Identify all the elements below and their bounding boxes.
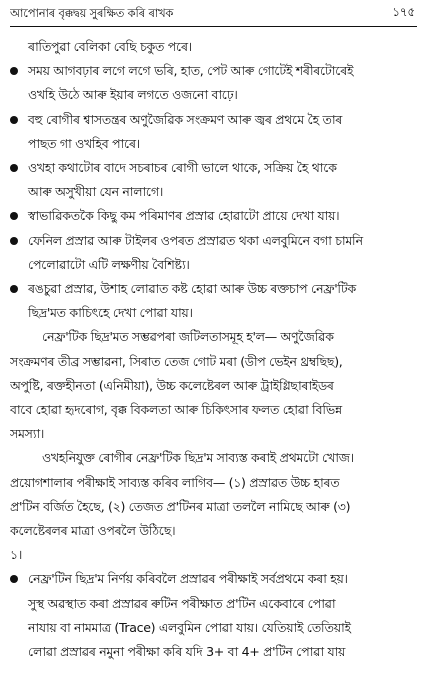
- text-line: ৰঙচুৱা প্ৰস্ৰাৱ, উশাহ লোৱাত কষ্ট হোৱা আৰু উচ্চ ৰক্তচাপ নেফ্ৰ'টিক: [28, 281, 356, 297]
- text-line: সমস্যা।: [10, 426, 45, 442]
- text-line: বহু ৰোগীৰ শ্বাসতন্ত্ৰৰ অণুজৈৱিক সংক্ৰমণ আৰু জ্বৰ প্ৰথমে হৈ তাৰ: [28, 111, 342, 127]
- text-line: কলেষ্টেৰলৰ মাত্ৰা ওপৰলৈ উঠিছে।: [10, 523, 176, 539]
- text-line: প্ৰ'টিন বৰ্জিত হৈছে, (২) তেজত প্ৰ'টিনৰ মাত্ৰা তললৈ নামিছে আৰু (৩): [10, 498, 351, 514]
- text-line: সংক্ৰমণৰ তীব্ৰ সম্ভাৱনা, সিৰাত তেজ গোট মৰা (ডীপ ভেইন থ্ৰম্বছিছ),: [10, 353, 343, 369]
- body-text: [10, 35, 417, 664]
- bullet-icon: [10, 285, 18, 293]
- text-line: পাছত গা ওখহিব পাৰে।: [28, 135, 140, 151]
- text-line: পেলোৱাটো এটি লক্ষণীয় বৈশিষ্ট্য।: [28, 256, 190, 272]
- text-line: ওখহা কথাটোৰ বাদে সচৰাচৰ ৰোগী ভালে থাকে, সক্ৰিয় হৈ থাকে: [28, 160, 337, 176]
- text-line: ৰাতিপুৱা বেলিকা বেছি চকুত পৰে।: [28, 39, 192, 54]
- text-line: ফেনিল প্ৰস্ৰাৱ আৰু টাইলৰ ওপৰত প্ৰস্ৰাৱত থকা এলবুমিনে বগা চামনি: [28, 232, 363, 248]
- bullet-icon: [10, 164, 18, 172]
- bullet-item-line: [10, 204, 417, 228]
- text-line: সুস্থ অৱস্থাত কৰা প্ৰস্ৰাৱৰ ৰুটিন পৰীক্ষাত প্ৰ'টিন একেবাৰে পোৱা: [28, 595, 336, 611]
- bullet-item-line: [10, 277, 417, 301]
- text-line: স্বাভাৱিকতকৈ কিছু কম পৰিমাণৰ প্ৰস্ৰাৱ হোৱাটো প্ৰায়ে দেখা যায়।: [28, 208, 340, 224]
- text-line: লোৱা প্ৰস্ৰাৱৰ নমুনা পৰীক্ষা কৰি যদি 3+ বা 4+ প্ৰ'টিন পোৱা যায়: [28, 644, 346, 660]
- text-line: প্ৰয়োগশালাৰ পৰীক্ষাই সাব্যস্ত কৰিব লাগিব— (১) প্ৰস্ৰাৱত উচ্চ হাৰত: [10, 474, 340, 490]
- bullet-icon: [10, 67, 18, 75]
- paragraph-first-line: নেফ্ৰ'টিক ছিদ্ৰ'মত সম্ভৱপৰা জটিলতাসমূহ হ'ল— অণুজৈৱিক: [42, 329, 334, 345]
- bullet-icon: [10, 575, 18, 583]
- bullet-icon: [10, 116, 18, 124]
- running-header: [10, 4, 417, 27]
- text-line: ছিদ্ৰ'মত কাচিৎহে দেখা পোৱা যায়।: [28, 305, 193, 321]
- text-line: অপুষ্টি, ৰক্তহীনতা (এনিমীয়া), উচ্চ কলেষ্টেৰল আৰু ট্ৰাইগ্লিছাৰাইডৰ: [10, 377, 334, 393]
- book-page: [10, 4, 417, 687]
- paragraph-first-line: ওখহনিযুক্ত ৰোগীৰ নেফ্ৰ'টিক ছিদ্ৰ'ম সাব্যস্ত কৰাই প্ৰথমটো খোজ।: [42, 450, 354, 466]
- text-line: আৰু অসুখীয়া যেন নালাগে।: [28, 184, 164, 200]
- bullet-item-line: [10, 108, 417, 132]
- bullet-item-line: [10, 229, 417, 253]
- page-number: ১৭৫: [392, 5, 415, 19]
- text-line: সময় আগবঢ়াৰ লগে লগে ভৰি, হাত, পেট আৰু গোটেই শৰীৰটোৰেই: [28, 63, 354, 79]
- bullet-icon: [10, 237, 18, 245]
- bullet-item-line: [10, 59, 417, 83]
- text-line: নাযায় বা নামমাত্ৰ (Trace) এলবুমিন পোৱা যায়। যেতিয়াই তেতিয়াই: [28, 619, 351, 635]
- section-number: ১।: [10, 547, 22, 563]
- text-line: নেফ্ৰ'টিন ছিদ্ৰ'ম নিৰ্ণয় কৰিবলৈ প্ৰস্ৰাৱৰ পৰীক্ষাই সৰ্বপ্ৰথমে কৰা হয়।: [28, 571, 348, 587]
- bullet-icon: [10, 212, 18, 220]
- text-line: বাবে হোৱা হৃদৰোগ, বৃক্ক বিকলতা আৰু চিকিৎসাৰ ফলত হোৱা বিভিন্ন: [10, 402, 342, 418]
- text-line: ওখহি উঠে আৰু ইয়াৰ লগতে ওজনো বাঢ়ে।: [28, 87, 238, 103]
- bullet-item-line: [10, 156, 417, 180]
- bullet-item-line: [10, 567, 417, 591]
- running-title: আপোনাৰ বৃক্কদ্বয় সুৰক্ষিত কৰি ৰাখক: [10, 6, 174, 20]
